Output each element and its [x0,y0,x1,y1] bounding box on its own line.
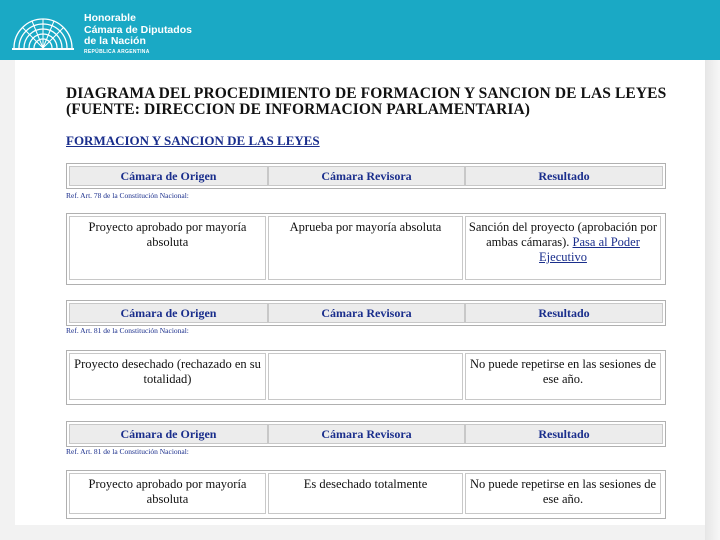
brand-country: REPÚBLICA ARGENTINA [84,48,150,55]
resultado-text: Sanción del proyecto (aprobación por ambas cámaras). [468,220,658,249]
cell-revisora [268,353,463,400]
cell-resultado: No puede repetirse en las sesiones de ese año. [465,353,661,400]
header-camara-revisora: Cámara Revisora [268,424,465,444]
header-resultado: Resultado [465,303,663,323]
brand-name [84,13,192,56]
table-header [66,421,666,447]
page-bottom-margin [0,525,705,540]
table-row [66,470,666,519]
header-camara-origen: Cámara de Origen [69,424,268,444]
cell-resultado: No puede repetirse en las sesiones de ese año. [465,473,661,514]
cell-origen: Proyecto desechado (rechazado en su totalidad) [69,353,266,400]
header-resultado: Resultado [465,166,663,186]
cell-origen: Proyecto aprobado por mayoría absoluta [69,216,266,280]
table-row [66,350,666,405]
table-header [66,300,666,326]
brand-line-1: Honorable [84,12,136,24]
cell-resultado [465,216,661,280]
cell-revisora: Aprueba por mayoría absoluta [268,216,463,280]
table-header [66,163,666,189]
header-resultado: Resultado [465,424,663,444]
brand-line-3: de la Nación [84,35,146,47]
constitution-reference: Ref. Art. 81 de la Constitución Nacional: [66,447,189,456]
header-camara-origen: Cámara de Origen [69,166,268,186]
constitution-reference: Ref. Art. 81 de la Constitución Nacional: [66,326,189,335]
cell-origen: Proyecto aprobado por mayoría absoluta [69,473,266,514]
page-shadow [705,60,720,540]
poder-ejecutivo-link[interactable]: Pasa al Poder Ejecutivo [539,235,640,264]
page-title: DIAGRAMA DEL PROCEDIMIENTO DE FORMACION Y SANCION DE LAS LEYES (FUENTE: DIRECCION DE INFORMACION PARLAMENTARIA) [66,85,667,118]
table-row [66,213,666,285]
constitution-reference: Ref. Art. 78 de la Constitución Nacional: [66,191,189,200]
header-camara-revisora: Cámara Revisora [268,166,465,186]
header-bar [0,0,720,60]
cell-revisora: Es desechado totalmente [268,473,463,514]
section-heading-link[interactable]: FORMACION Y SANCION DE LAS LEYES [66,133,320,148]
brand-line-2: Cámara de Diputados [84,23,192,36]
congress-logo-icon [10,8,76,52]
header-camara-origen: Cámara de Origen [69,303,268,323]
header-camara-revisora: Cámara Revisora [268,303,465,323]
